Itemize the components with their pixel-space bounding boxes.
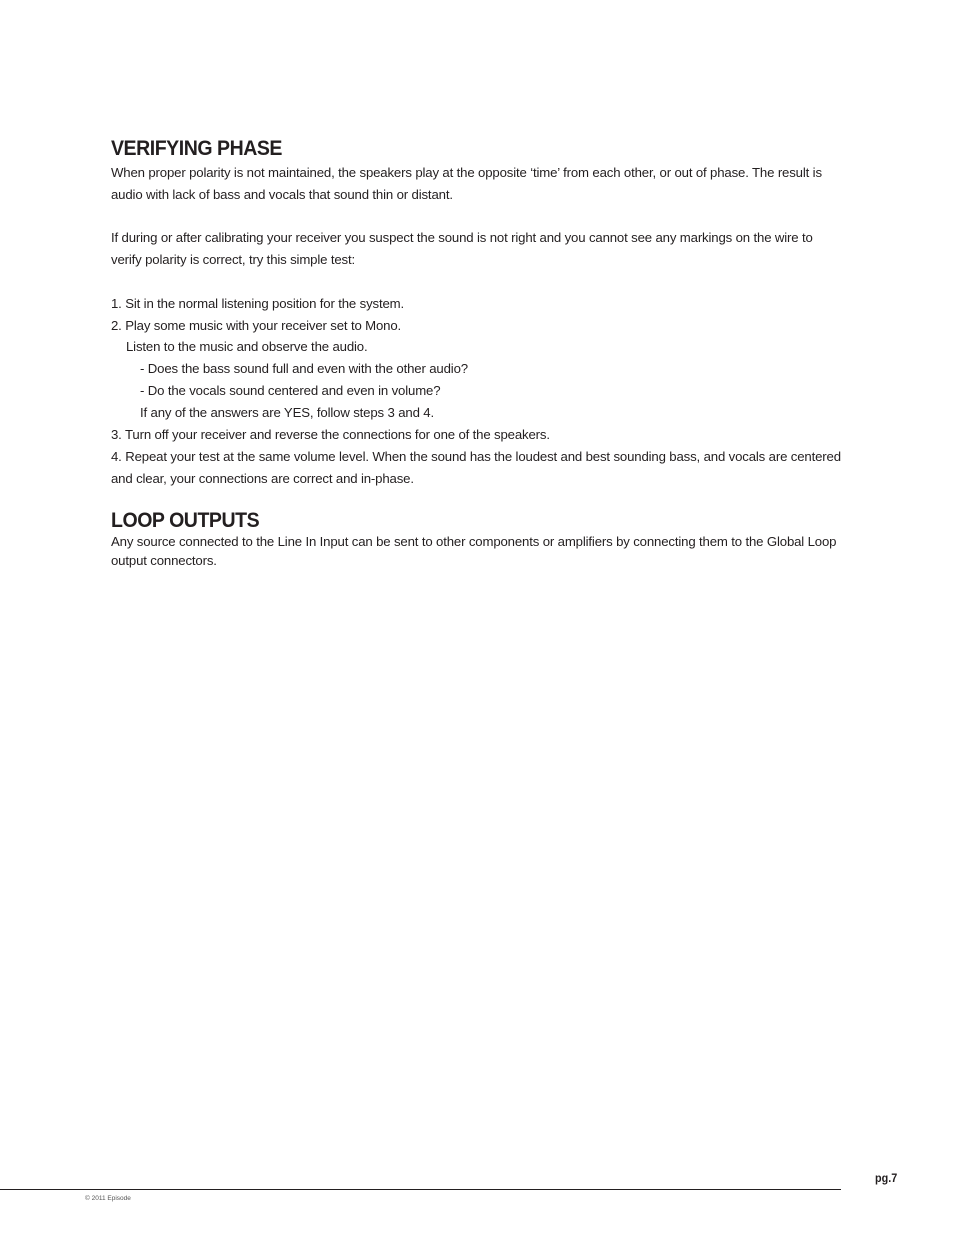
heading-loop-outputs: LOOP OUTPUTS (111, 509, 260, 532)
page-number: pg.7 (875, 1171, 898, 1185)
test-step-4: 4. Repeat your test at the same volume level. When the sound has the loudest and best sounding bass, and vocals are centered and clear, your connections are correct and in-phase. (111, 449, 841, 486)
copyright-notice: © 2011 Episode (85, 1195, 131, 1202)
test-step-3: 3. Turn off your receiver and reverse the connections for one of the speakers. (111, 427, 550, 442)
test-step-1: 1. Sit in the normal listening position for the system. (111, 296, 405, 311)
heading-verifying-phase: VERIFYING PHASE (111, 137, 283, 160)
test-question-note: If any of the answers are YES, follow steps 3 and 4. (140, 405, 434, 420)
test-step-2: 2. Play some music with your receiver set to Mono. (111, 318, 402, 333)
footer-divider (0, 1189, 841, 1190)
loop-outputs-paragraph: Any source connected to the Line In Input can be sent to other components or amplifiers by connecting them to the Global Loop output connectors. (111, 534, 837, 568)
test-question-vocals: - Do the vocals sound centered and even in volume? (140, 383, 441, 398)
verifying-phase-paragraph-1: When proper polarity is not maintained, the speakers play at the opposite ‘time’ from each other, or out of phase. The result is audio with lack of bass and vocals that sound thin or distant. (111, 165, 822, 202)
test-question-bass: - Does the bass sound full and even with the other audio? (140, 361, 468, 376)
test-step-2-subtext: Listen to the music and observe the audio. (126, 339, 368, 354)
verifying-phase-paragraph-2: If during or after calibrating your receiver you suspect the sound is not right and you cannot see any markings on the wire to verify polarity is correct, try this simple test: (111, 230, 813, 267)
